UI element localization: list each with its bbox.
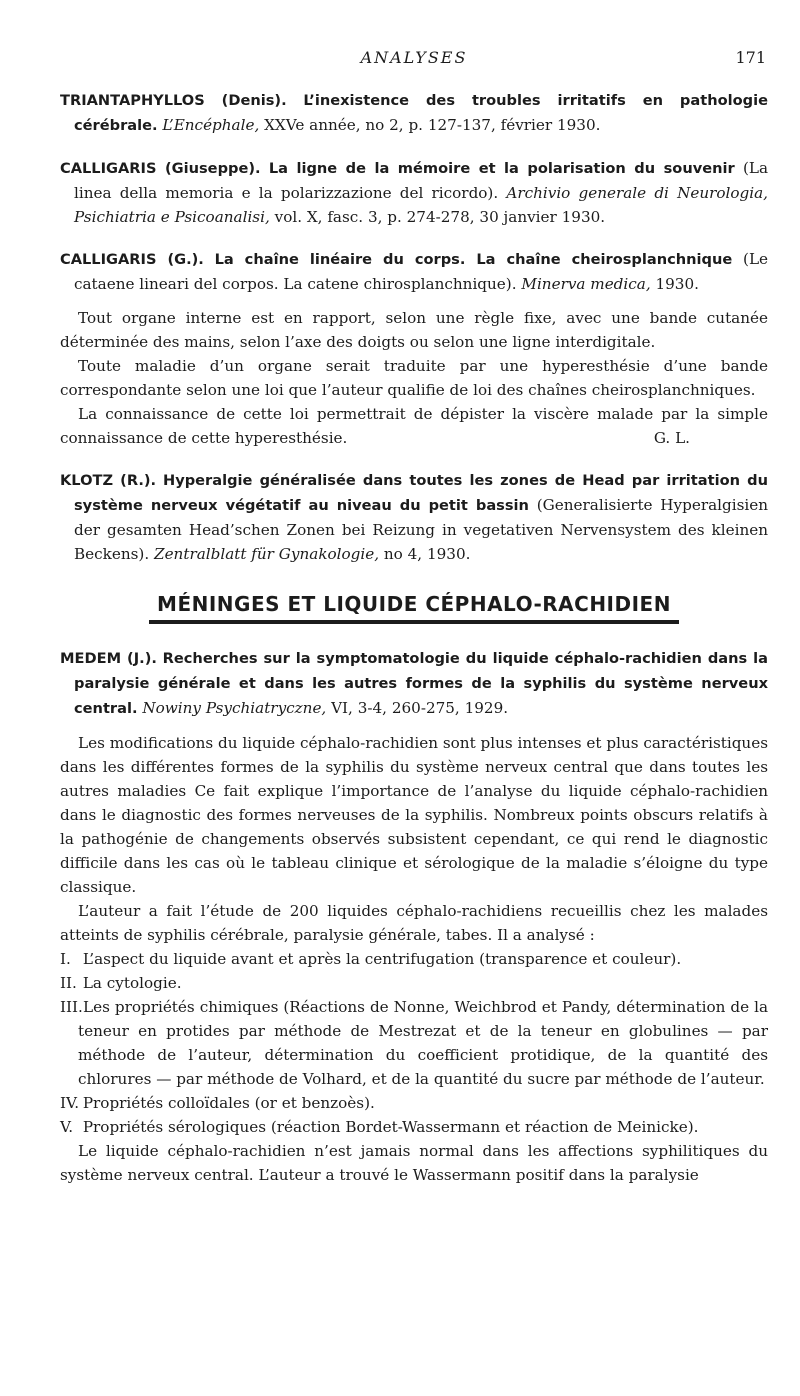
author: TRIANTAPHYLLOS (Denis). (60, 92, 287, 109)
journal: Minerva medica, (521, 275, 651, 293)
article-title: L’inexistence des troubles irritatifs en pathologie cérébrale. (74, 92, 768, 134)
citation-details: 1930. (655, 275, 699, 293)
analysis-list-item (60, 971, 768, 995)
item-number: V. (60, 1118, 74, 1136)
abstract-paragraph: Toute maladie d’un organe serait traduite par une hyperesthésie d’une bande correspondante selon une loi que l’auteur qualifie de loi des chaînes cheirosplanchniques. (60, 357, 768, 399)
reference (60, 156, 768, 229)
abstract-entry-calligaris-1 (60, 156, 768, 229)
author: CALLIGARIS (G.). (60, 251, 204, 268)
item-number: IV. (60, 1094, 80, 1112)
author: CALLIGARIS (Giuseppe). (60, 160, 261, 177)
journal: L’Encéphale, (162, 116, 260, 134)
author: MEDEM (J.). (60, 650, 157, 667)
abstract-paragraph: Les modifications du liquide céphalo-rachidien sont plus intenses et plus caractéristiques dans les différentes formes de la syphilis du système nerveux central que dans toutes les autres maladies Ce fait explique l’importance de l’analyse du liquide céphalo-rachidien dans le diagnostic des formes nerveuses de la syphilis. Nombreux points obscurs relatifs à la pathogénie de changements observés subsistent cependant, ce qui rend le diagnostic difficile dans les cas où le tableau clinique et sérologique de la maladie s’éloigne du type classique. (60, 734, 768, 896)
item-text: Propriétés sérologiques (réaction Bordet-Wassermann et réaction de Meinicke). (82, 1118, 699, 1136)
analysis-list-item (60, 1091, 768, 1115)
analysis-list-item (60, 995, 768, 1091)
article-title: La chaîne linéaire du corps. La chaîne cheirosplanchnique (214, 251, 733, 268)
abstract-entry-medem (60, 646, 768, 1187)
item-text: L’aspect du liquide avant et après la centrifugation (transparence et couleur). (82, 950, 682, 968)
item-text: La cytologie. (82, 974, 182, 992)
abstract-paragraph (60, 402, 768, 450)
abstract-entry-triantaphyllos (60, 88, 768, 138)
abstract-paragraph: Tout organe interne est en rapport, selon une règle fixe, avec une bande cutanée déterminée des mains, selon l’axe des doigts ou selon une ligne interdigitale. (60, 309, 768, 351)
citation-details: no 4, 1930. (383, 545, 471, 563)
reference (60, 247, 768, 296)
article-title: Hyperalgie généralisée dans toutes les zones de Head par irritation du système nerveux végétatif au niveau du petit bassin (74, 472, 768, 514)
journal: Zentralblatt für Gynakologie, (154, 545, 380, 563)
original-title: (La linea della memoria e la polarizzazione del ricordo). (74, 159, 769, 202)
reference (60, 88, 768, 138)
abstract-paragraph: Le liquide céphalo-rachidien n’est jamais normal dans les affections syphilitiques du système nerveux central. L’auteur a trouvé le Wassermann positif dans la paralysie (60, 1142, 768, 1184)
paragraph-text: La connaissance de cette loi permettrait de dépister la viscère malade par la simple connaissance de cette hyperesthésie. (60, 405, 768, 447)
reference (60, 646, 768, 721)
original-title: (Le cataene lineari del corpos. La catene chirosplanchnique). (74, 250, 769, 293)
page-header (60, 42, 768, 70)
item-number: III. (60, 998, 83, 1016)
reference (60, 468, 768, 566)
abstract-paragraph: L’auteur a fait l’étude de 200 liquides céphalo-rachidiens recueillis chez les malades atteints de syphilis cérébrale, paralysie générale, tabes. Il a analysé : (60, 902, 768, 944)
abstract-entry-klotz (60, 468, 768, 566)
article-title: La ligne de la mémoire et la polarisation du souvenir (268, 160, 735, 177)
item-number: I. (60, 950, 71, 968)
original-title: (Generalisierte Hyperalgisien der gesamten Head’schen Zonen bei Reizung in vegetativen Nervensystem des kleinen Beckens). (74, 496, 768, 563)
analysis-list-item (60, 947, 768, 971)
article-title: Recherches sur la symptomatologie du liquide céphalo-rachidien dans la paralysie générale et dans les autres formes de la syphilis du système nerveux central. (74, 650, 769, 717)
section-heading: MÉNINGES ET LIQUIDE CÉPHALO-RACHIDIEN (157, 592, 671, 616)
running-title: ANALYSES (360, 48, 468, 67)
abstract-entry-calligaris-2 (60, 247, 768, 450)
item-text: Les propriétés chimiques (Réactions de Nonne, Weichbrod et Pandy, détermination de la teneur en protides par méthode de Mestrezat et de la teneur en globulines — par méthode de l’auteur, détermination du coefficient protidique, de la quantité des chlorures — par méthode de Volhard, et de la quantité du sucre par méthode de l’auteur. (78, 998, 769, 1088)
reviewer-signature: G. L. (653, 429, 690, 447)
page-number: 171 (735, 48, 766, 67)
page (60, 42, 768, 1187)
citation-details: vol. X, fasc. 3, p. 274-278, 30 janvier 1930. (274, 208, 606, 226)
citation-details: XXVe année, no 2, p. 127-137, février 1930. (264, 116, 601, 134)
analysis-list-item (60, 1115, 768, 1139)
citation-details: VI, 3-4, 260-275, 1929. (331, 699, 509, 717)
item-number: II. (60, 974, 77, 992)
journal: Archivio generale di Neurologia, Psichiatria e Psicoanalisi, (74, 184, 768, 226)
section-underline (149, 620, 679, 624)
journal: Nowiny Psychiatryczne, (142, 699, 327, 717)
author: KLOTZ (R.). (60, 472, 157, 489)
item-text: Propriétés colloïdales (or et benzoès). (82, 1094, 375, 1112)
